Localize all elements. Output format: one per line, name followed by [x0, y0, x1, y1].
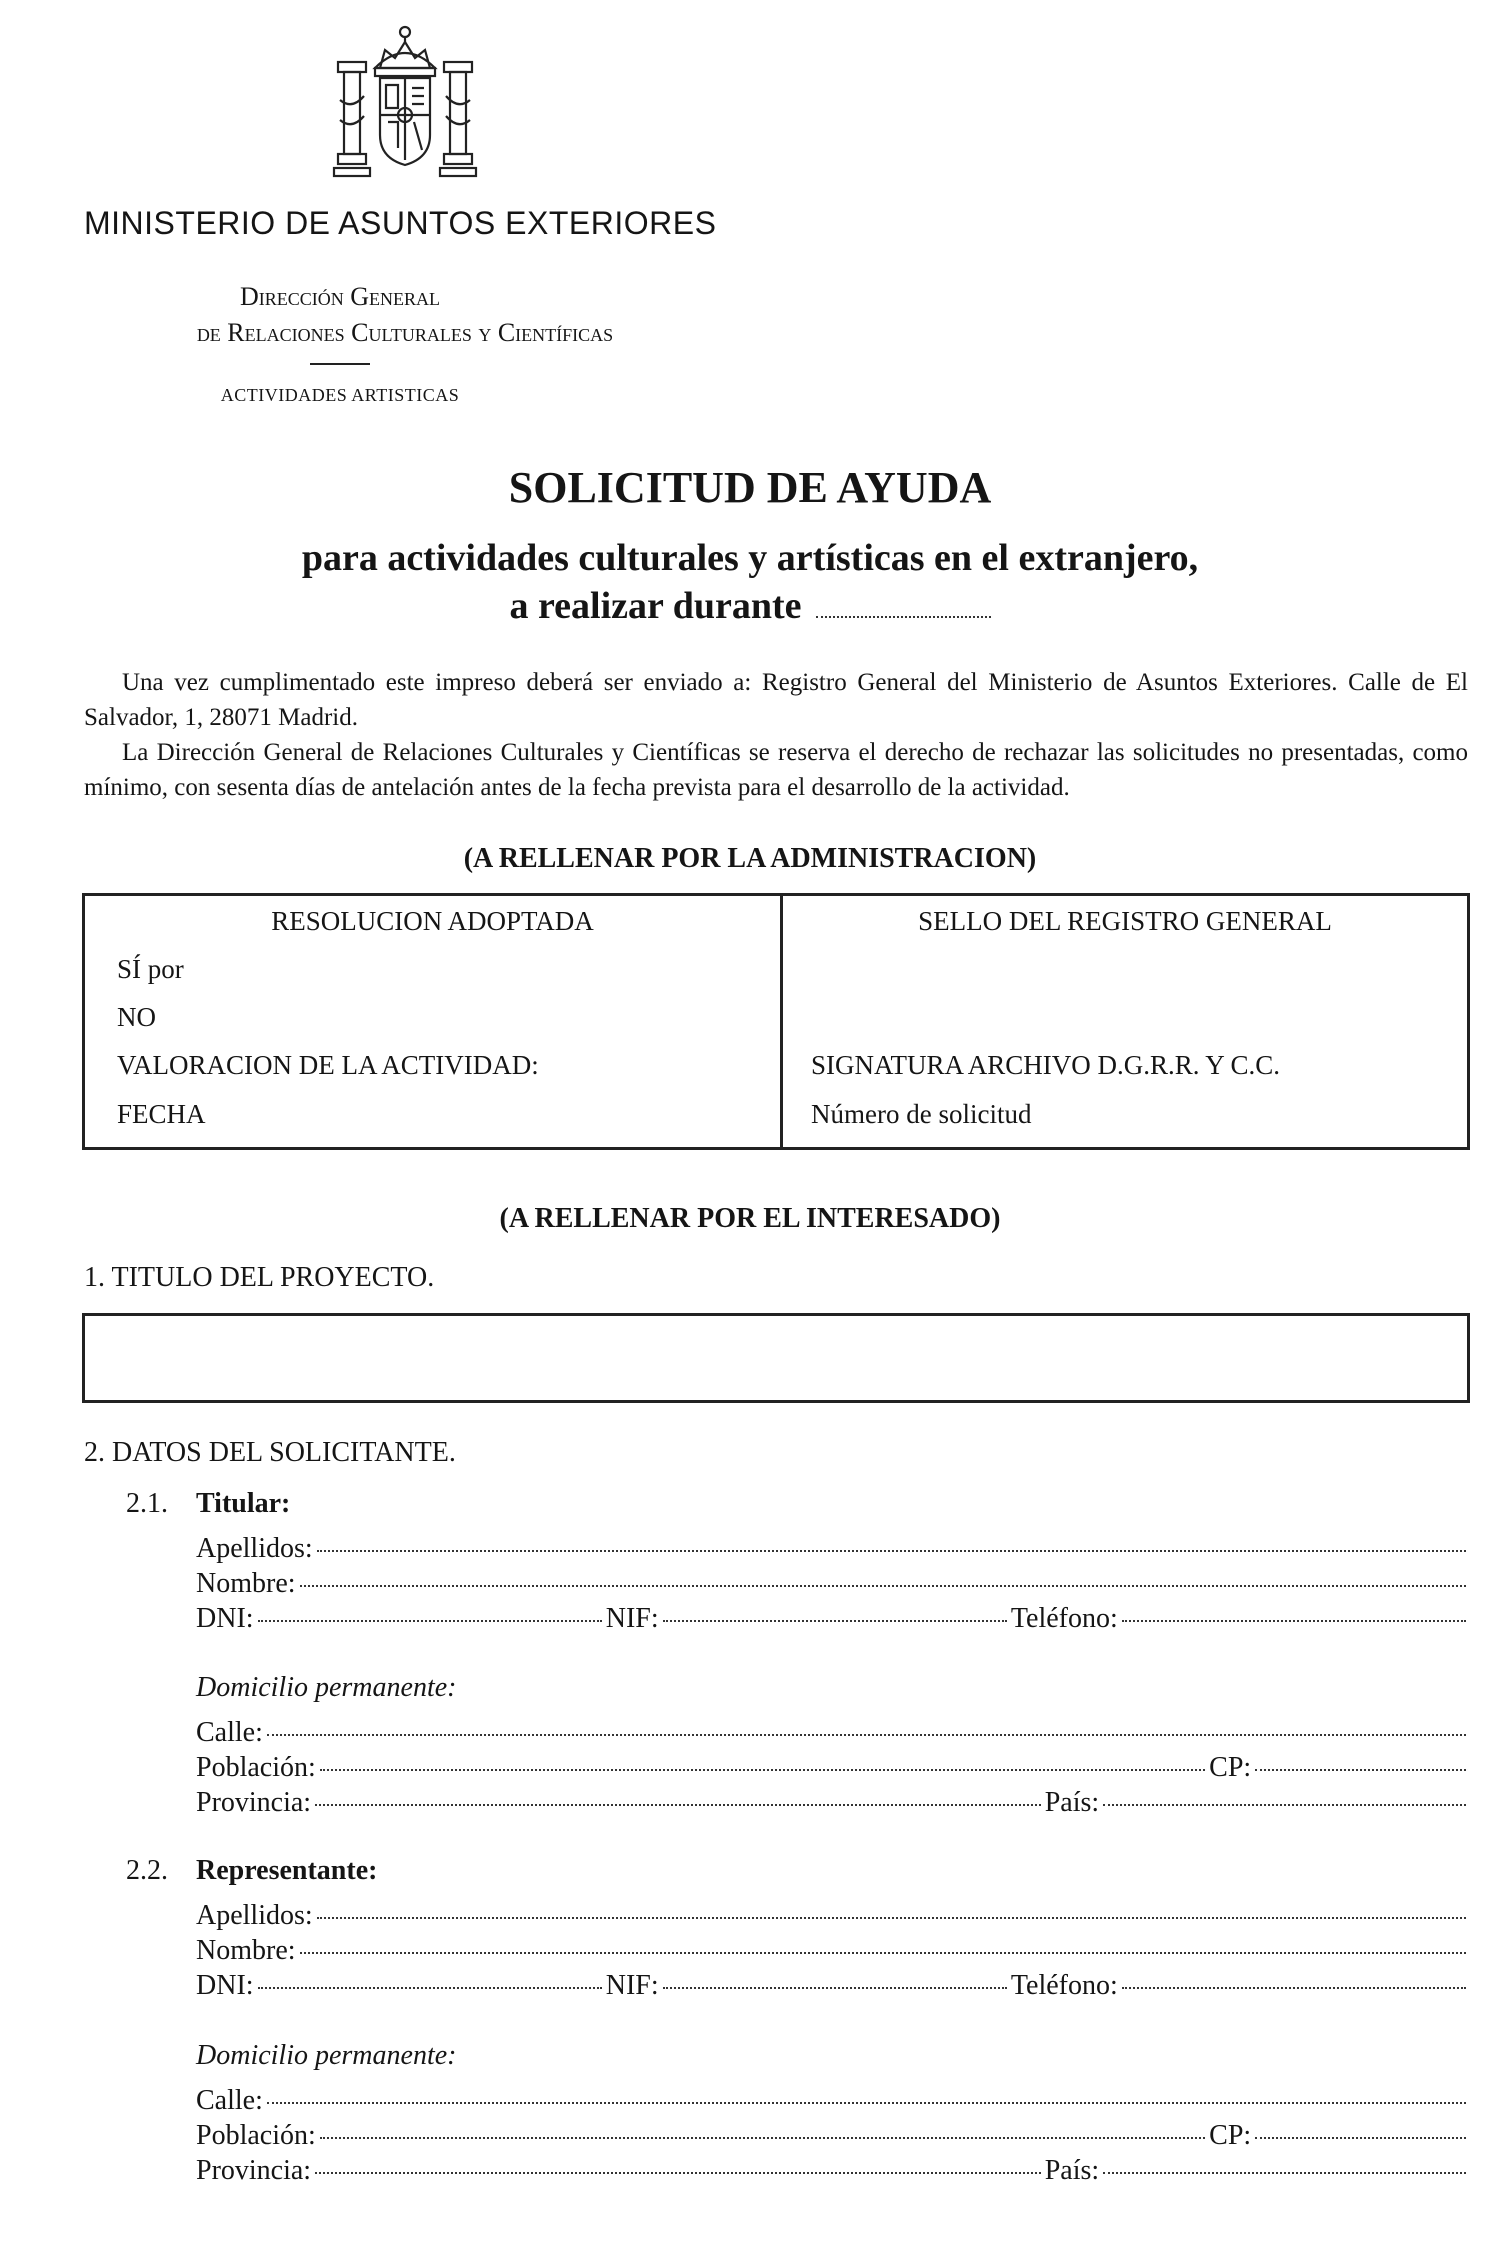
poblacion-input[interactable]: [320, 1768, 1205, 1771]
representante-calle-row: [196, 2085, 1470, 2117]
ministry-name: MINISTERIO DE ASUNTOS EXTERIORES: [84, 205, 717, 241]
resolucion-title: RESOLUCION ADOPTADA: [271, 906, 594, 936]
numero-solicitud-label: Número de solicitud: [811, 1099, 1032, 1129]
provincia-input[interactable]: [315, 1803, 1041, 1806]
dni-input[interactable]: [258, 1619, 602, 1622]
cp-label: CP:: [1209, 2120, 1252, 2151]
admin-section-heading: (A RELLENAR POR LA ADMINISTRACION): [463, 843, 1037, 874]
dni-label: DNI:: [196, 1603, 254, 1634]
representante-label: Representante:: [196, 1855, 378, 1886]
titular-provincia-row: [196, 1787, 1470, 1819]
titular-number: 2.1.: [126, 1488, 168, 1519]
titular-poblacion-row: [196, 1752, 1470, 1784]
valoracion-label: VALORACION DE LA ACTIVIDAD:: [117, 1050, 539, 1080]
representante-poblacion-row: [196, 2120, 1470, 2152]
representante-dni-row: [196, 1970, 1470, 2002]
telefono-input[interactable]: [1122, 1986, 1466, 1989]
titular-dni-row: [196, 1603, 1470, 1635]
telefono-label: Teléfono:: [1010, 1603, 1118, 1634]
form-subtitle-line2: [0, 583, 1500, 629]
representante-apellidos-row: [196, 1900, 1470, 1932]
signatura-label: SIGNATURA ARCHIVO D.G.R.R. Y C.C.: [811, 1050, 1281, 1080]
instructions-paragraph-2: La Dirección General de Relaciones Culturales y Científicas se reserva el derecho de rechazar las solicitudes no presentadas, como mínimo, con sesenta días de antelación antes de la fecha prevista para el desarrollo de la actividad.: [84, 739, 1468, 801]
telefono-label: Teléfono:: [1010, 1970, 1118, 2001]
representante-provincia-row: [196, 2155, 1470, 2187]
calle-label: Calle:: [196, 2085, 263, 2116]
section-name: ACTIVIDADES ARTISTICAS: [220, 385, 460, 405]
apellidos-input[interactable]: [317, 1549, 1466, 1552]
nif-input[interactable]: [663, 1986, 1007, 1989]
titular-domicilio-label: Domicilio permanente:: [196, 1672, 457, 1703]
poblacion-label: Población:: [196, 2120, 316, 2151]
nombre-label: Nombre:: [196, 1935, 296, 1966]
coat-of-arms-emblem: [330, 20, 480, 180]
pais-label: País:: [1044, 2155, 1100, 2186]
resolucion-si: SÍ por: [117, 954, 184, 984]
cp-input[interactable]: [1255, 1768, 1466, 1771]
q1-title-project: 1. TITULO DEL PROYECTO.: [84, 1262, 435, 1293]
calle-input[interactable]: [267, 2101, 1466, 2104]
nombre-label: Nombre:: [196, 1568, 296, 1599]
apellidos-label: Apellidos:: [196, 1900, 313, 1931]
q2-applicant-data: 2. DATOS DEL SOLICITANTE.: [84, 1437, 456, 1468]
pais-input[interactable]: [1103, 2171, 1466, 2174]
provincia-label: Provincia:: [196, 1787, 312, 1818]
resolucion-no: NO: [117, 1002, 156, 1032]
direccion-general-line1: Dirección General: [239, 282, 441, 311]
poblacion-label: Población:: [196, 1752, 316, 1783]
pais-label: País:: [1044, 1787, 1100, 1818]
form-title: SOLICITUD DE AYUDA: [508, 463, 992, 512]
titular-apellidos-row: [196, 1533, 1470, 1565]
representante-domicilio-label: Domicilio permanente:: [196, 2040, 457, 2071]
nombre-input[interactable]: [300, 1951, 1466, 1954]
calle-input[interactable]: [267, 1733, 1466, 1736]
nombre-input[interactable]: [300, 1584, 1466, 1587]
nif-input[interactable]: [663, 1619, 1007, 1622]
direccion-general-line2: de Relaciones Culturales y Científicas: [196, 318, 614, 347]
dni-label: DNI:: [196, 1970, 254, 2001]
provincia-input[interactable]: [315, 2171, 1041, 2174]
nif-label: NIF:: [605, 1603, 659, 1634]
header-divider: [310, 363, 370, 365]
period-input[interactable]: [816, 586, 991, 618]
titular-label: Titular:: [196, 1488, 291, 1519]
calle-label: Calle:: [196, 1717, 263, 1748]
poblacion-input[interactable]: [320, 2136, 1205, 2139]
dni-input[interactable]: [258, 1986, 602, 1989]
representante-number: 2.2.: [126, 1855, 168, 1886]
telefono-input[interactable]: [1122, 1619, 1466, 1622]
pais-input[interactable]: [1103, 1803, 1466, 1806]
provincia-label: Provincia:: [196, 2155, 312, 2186]
instructions-paragraph-1: Una vez cumplimentado este impreso deberá ser enviado a: Registro General del Ministerio de Asuntos Exteriores. Calle de El Salvador, 1, 28071 Madrid.: [84, 669, 1468, 731]
form-subtitle-text: a realizar durante: [509, 585, 802, 627]
nif-label: NIF:: [605, 1970, 659, 2001]
fecha-label: FECHA: [117, 1099, 206, 1129]
cp-label: CP:: [1209, 1752, 1252, 1783]
titular-calle-row: [196, 1717, 1470, 1749]
project-title-input[interactable]: [82, 1313, 1470, 1403]
apellidos-label: Apellidos:: [196, 1533, 313, 1564]
representante-nombre-row: [196, 1935, 1470, 1967]
cp-input[interactable]: [1255, 2136, 1466, 2139]
form-subtitle-line1: para actividades culturales y artísticas en el extranjero,: [301, 537, 1199, 579]
titular-nombre-row: [196, 1568, 1470, 1600]
apellidos-input[interactable]: [317, 1916, 1466, 1919]
interesado-section-heading: (A RELLENAR POR EL INTERESADO): [499, 1203, 1001, 1234]
sello-title: SELLO DEL REGISTRO GENERAL: [918, 906, 1332, 936]
admin-table: [82, 893, 1470, 1150]
